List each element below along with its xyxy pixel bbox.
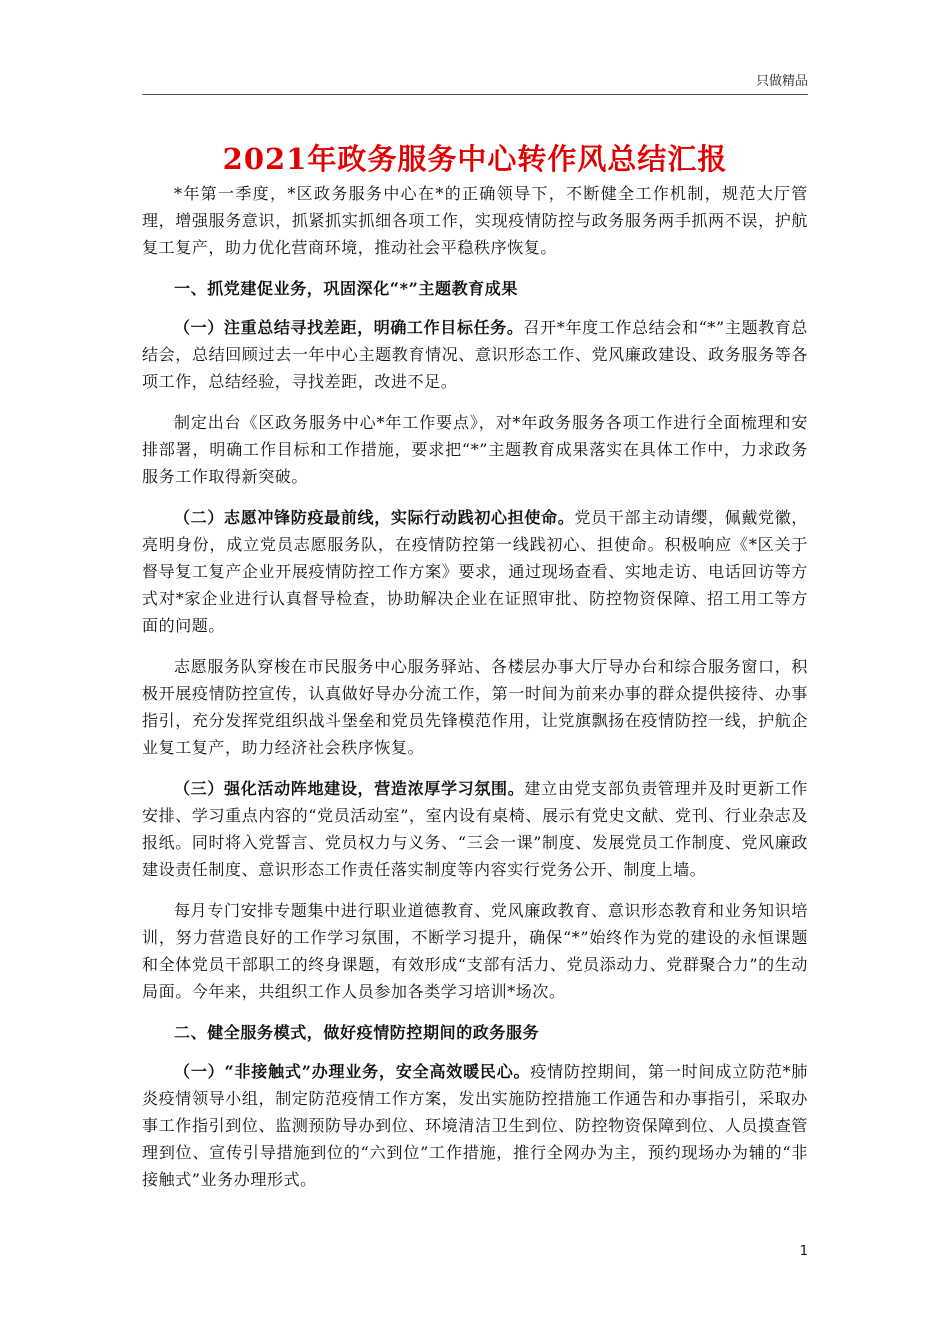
subsection-1-1-lead: （一）注重总结寻找差距，明确工作目标任务。 bbox=[174, 318, 524, 337]
subsection-2-1-lead: （一）“非接触式”办理业务，安全高效暖民心。 bbox=[174, 1062, 531, 1081]
document-title: 2021年政务服务中心转作风总结汇报 bbox=[222, 142, 728, 176]
subsection-1-1 bbox=[142, 314, 808, 395]
document-body bbox=[142, 180, 808, 1207]
subsection-1-2 bbox=[142, 504, 808, 639]
subsection-1-3 bbox=[142, 775, 808, 883]
subsection-2-1 bbox=[142, 1058, 808, 1193]
intro-paragraph: *年第一季度，*区政务服务中心在*的正确领导下，不断健全工作机制，规范大厅管理，增强服务意识，抓紧抓实抓细各项工作，实现疫情防控与政务服务两手抓两不误，护航复工复产，助力优化营商环境，推动社会平稳秩序恢复。 bbox=[142, 184, 808, 257]
subsection-1-3-lead: （三）强化活动阵地建设，营造浓厚学习氛围。 bbox=[174, 779, 525, 798]
subsection-1-1-paragraph-2: 制定出台《区政务服务中心*年工作要点》，对*年政务服务各项工作进行全面梳理和安排部署，明确工作目标和工作措施，要求把“*”主题教育成果落实在具体工作中，力求政务服务工作取得新突破。 bbox=[142, 413, 808, 486]
subsection-1-3-body: 建立由党支部负责管理并及时更新工作安排、学习重点内容的“党员活动室”，室内设有桌椅、展示有党史文献、党刊、行业杂志及报纸。同时将入党誓言、党员权力与义务、“三会一课”制度、发展党员工作制度、党风廉政建设责任制度、意识形态工作责任落实制度等内容实行党务公开、制度上墙。 bbox=[142, 779, 809, 879]
header-note: 只做精品 bbox=[755, 74, 808, 89]
subsection-1-1-body: 召开*年度工作总结会和“*”主题教育总结会，总结回顾过去一年中心主题教育情况、意识形态工作、党风廉政建设、政务服务等各项工作，总结经验，寻找差距，改进不足。 bbox=[142, 318, 808, 391]
subsection-2-1-body: 疫情防控期间，第一时间成立防范*肺炎疫情领导小组，制定防范疫情工作方案，发出实施防控措施工作通告和办事指引，采取办事工作指引到位、监测预防导办到位、环境清洁卫生到位、防控物资保障到位、人员摸查管理到位、宣传引导措施到位的“六到位”工作措施，推行全网办为主，预约现场办为辅的“非接触式”业务办理形式。 bbox=[142, 1062, 809, 1189]
subsection-1-2-lead: （二）志愿冲锋防疫最前线，实际行动践初心担使命。 bbox=[174, 508, 575, 527]
subsection-1-2-body: 党员干部主动请缨，佩戴党徽，亮明身份，成立党员志愿服务队，在疫情防控第一线践初心、担使命。积极响应《*区关于督导复工复产企业开展疫情防控工作方案》要求，通过现场查看、实地走访、电话回访等方式对*家企业进行认真督导检查，协助解决企业在证照审批、防控物资保障、招工用工等方面的问题。 bbox=[142, 508, 808, 635]
page-number: 1 bbox=[799, 1244, 808, 1259]
header-divider bbox=[142, 94, 808, 95]
section-heading-1: 一、抓党建促业务，巩固深化“*”主题教育成果 bbox=[174, 279, 518, 298]
section-heading-2: 二、健全服务模式，做好疫情防控期间的政务服务 bbox=[174, 1023, 540, 1042]
subsection-1-2-paragraph-2: 志愿服务队穿梭在市民服务中心服务驿站、各楼层办事大厅导办台和综合服务窗口，积极开展疫情防控宣传，认真做好导办分流工作，第一时间为前来办事的群众提供接待、办事指引，充分发挥党组织战斗堡垒和党员先锋模范作用，让党旗飘扬在疫情防控一线，护航企业复工复产，助力经济社会秩序恢复。 bbox=[142, 657, 808, 757]
subsection-1-3-paragraph-2: 每月专门安排专题集中进行职业道德教育、党风廉政教育、意识形态教育和业务知识培训，努力营造良好的工作学习氛围，不断学习提升，确保“*”始终作为党的建设的永恒课题和全体党员干部职工的终身课题，有效形成“支部有活力、党员添动力、党群聚合力”的生动局面。今年来，共组织工作人员参加各类学习培训*场次。 bbox=[142, 901, 808, 1001]
